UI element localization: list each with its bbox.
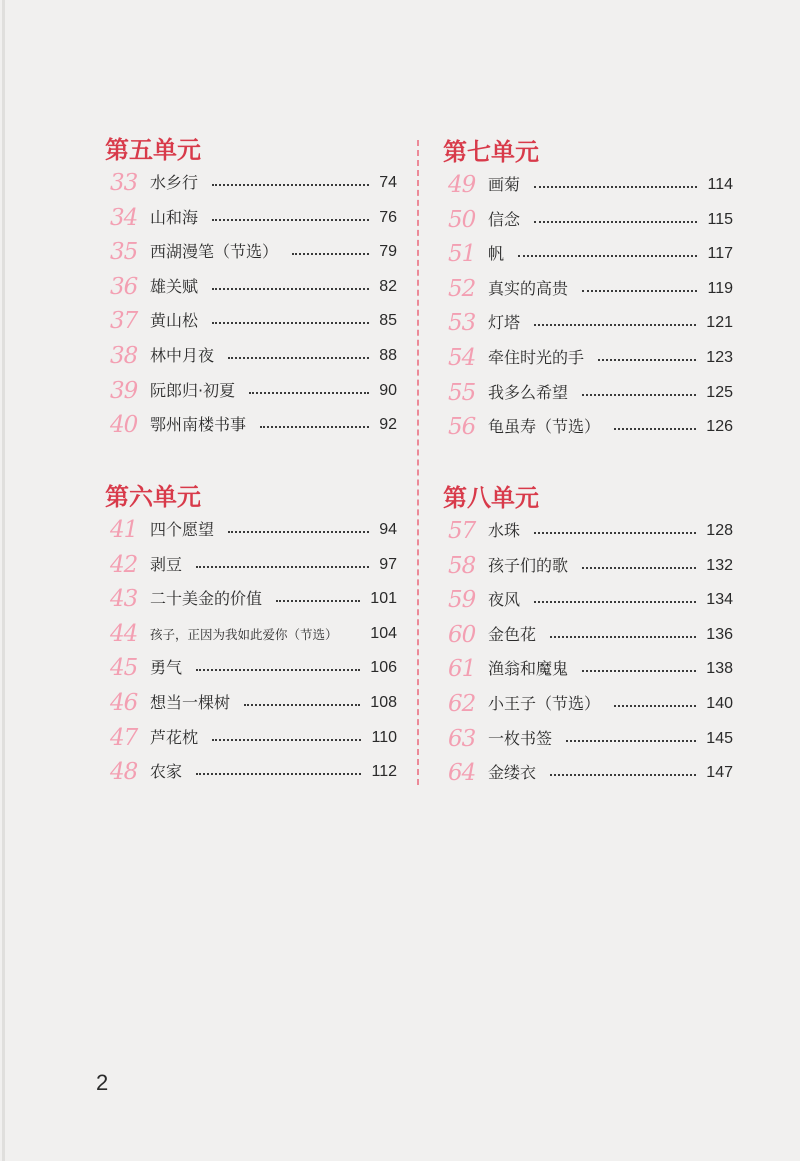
dot-leader [582, 394, 696, 396]
toc-entry[interactable] [110, 584, 397, 614]
lesson-page-number: 74 [379, 174, 397, 191]
lesson-number: 49 [448, 172, 476, 198]
lesson-page-number: 121 [706, 314, 733, 332]
lesson-title: 四个愿望 [150, 520, 215, 539]
lesson-title: 金缕衣 [488, 763, 537, 783]
lesson-number: 57 [448, 518, 476, 544]
lesson-number: 40 [110, 412, 138, 439]
lesson-title: 夜风 [488, 590, 521, 610]
toc-entry[interactable] [448, 239, 733, 269]
lesson-page-number: 145 [706, 729, 733, 747]
lesson-page-number: 138 [706, 660, 733, 678]
lesson-number: 34 [110, 204, 138, 231]
lesson-number: 33 [110, 170, 138, 196]
unit-title: 第六单元 [105, 483, 201, 511]
lesson-page-number: 108 [370, 694, 397, 711]
lesson-title: 信念 [488, 209, 521, 229]
toc-entry[interactable] [448, 205, 733, 235]
lesson-page-number: 128 [706, 522, 733, 539]
lesson-page-number: 97 [379, 555, 397, 573]
lesson-number: 59 [448, 587, 476, 614]
lesson-number: 63 [448, 725, 476, 752]
dot-leader [276, 600, 360, 602]
dot-leader [614, 428, 696, 430]
toc-entry[interactable] [110, 757, 397, 787]
lesson-page-number: 112 [371, 763, 397, 781]
toc-entry[interactable] [448, 516, 733, 546]
toc-entry[interactable] [448, 585, 733, 615]
lesson-number: 35 [110, 239, 138, 266]
lesson-title: 一枚书签 [488, 728, 553, 748]
toc-entry[interactable] [448, 378, 733, 408]
toc-entry[interactable] [110, 619, 397, 649]
toc-entry[interactable] [110, 168, 397, 198]
lesson-page-number: 101 [370, 590, 397, 608]
dot-leader [614, 705, 696, 707]
lesson-title: 牵住时光的手 [488, 348, 585, 367]
lesson-title: 金色花 [488, 624, 537, 644]
unit-6-section [105, 482, 397, 792]
toc-entry[interactable] [448, 654, 733, 684]
toc-entry[interactable] [448, 170, 733, 200]
toc-entry[interactable] [448, 758, 733, 788]
lesson-page-number: 140 [706, 695, 733, 712]
toc-entry[interactable] [110, 688, 397, 718]
lesson-page-number: 114 [707, 176, 733, 193]
lesson-title: 灯塔 [488, 313, 521, 333]
dot-leader [534, 324, 696, 326]
toc-entry[interactable] [448, 620, 733, 650]
dot-leader [212, 288, 369, 290]
dot-leader [212, 739, 361, 741]
lesson-page-number: 132 [706, 556, 733, 574]
toc-entry[interactable] [448, 724, 733, 754]
toc-entry[interactable] [448, 412, 733, 442]
lesson-number: 38 [110, 343, 138, 369]
lesson-page-number: 125 [706, 383, 733, 401]
toc-entry[interactable] [110, 341, 397, 371]
lesson-number: 44 [110, 620, 138, 647]
lesson-page-number: 104 [370, 624, 397, 642]
dot-leader [196, 773, 361, 775]
lesson-title: 林中月夜 [150, 346, 215, 365]
lesson-number: 42 [110, 551, 138, 578]
toc-entry[interactable] [110, 550, 397, 580]
lesson-number: 58 [448, 552, 476, 579]
lesson-title: 帆 [488, 244, 505, 264]
lesson-page-number: 117 [707, 245, 733, 263]
lesson-page-number: 92 [379, 416, 397, 434]
dot-leader [292, 253, 369, 255]
lesson-title: 芦花枕 [150, 727, 199, 747]
lesson-title: 孩子们的歌 [488, 555, 569, 575]
dot-leader [582, 290, 697, 292]
dot-leader [228, 357, 369, 359]
lesson-title: 勇气 [150, 658, 183, 678]
dot-leader [212, 184, 369, 186]
lesson-title: 鄂州南楼书事 [150, 415, 247, 435]
lesson-number: 64 [448, 760, 476, 787]
dot-leader [228, 531, 369, 533]
lesson-number: 43 [110, 586, 138, 613]
toc-entry[interactable] [110, 515, 397, 545]
lesson-number: 45 [110, 655, 138, 682]
lesson-number: 60 [448, 621, 476, 648]
lesson-title: 真实的高贵 [488, 278, 569, 298]
lesson-number: 41 [110, 517, 138, 543]
lesson-number: 54 [448, 345, 476, 371]
dot-leader [534, 601, 696, 603]
unit-title: 第五单元 [105, 136, 201, 164]
lesson-title: 西湖漫笔（节选） [150, 242, 279, 262]
toc-entry[interactable] [110, 653, 397, 683]
dot-leader [260, 426, 369, 428]
lesson-page-number: 119 [707, 279, 733, 297]
lesson-page-number: 106 [370, 659, 397, 677]
lesson-number: 46 [110, 690, 138, 716]
lesson-title: 山和海 [150, 207, 199, 227]
lesson-page-number: 90 [379, 381, 397, 399]
lesson-title: 想当一棵树 [150, 693, 231, 712]
lesson-number: 53 [448, 310, 476, 337]
lesson-title: 剥豆 [150, 554, 183, 574]
dot-leader [582, 567, 696, 569]
lesson-title: 画菊 [488, 175, 521, 194]
lesson-title: 水珠 [488, 521, 521, 540]
lesson-number: 39 [110, 377, 138, 404]
lesson-title: 农家 [150, 762, 183, 782]
unit-title: 第七单元 [443, 138, 539, 166]
lesson-page-number: 76 [379, 208, 397, 226]
dot-leader [249, 392, 369, 394]
unit-8-section [443, 483, 733, 793]
lesson-page-number: 94 [379, 521, 397, 538]
lesson-number: 36 [110, 273, 138, 300]
page-edge [2, 0, 5, 1161]
lesson-title: 小王子（节选） [488, 694, 601, 713]
lesson-title: 雄关赋 [150, 276, 199, 296]
lesson-number: 37 [110, 308, 138, 335]
toc-entry[interactable] [110, 306, 397, 336]
lesson-page-number: 115 [707, 210, 733, 228]
dot-leader [534, 221, 697, 223]
dot-leader [518, 255, 697, 257]
lesson-number: 51 [448, 241, 476, 268]
toc-entry[interactable] [448, 551, 733, 581]
lesson-title: 孩子，正因为我如此爱你（节选） [150, 626, 338, 642]
dot-leader [550, 774, 696, 776]
lesson-page-number: 126 [706, 418, 733, 436]
lesson-page-number: 88 [379, 347, 397, 364]
unit-title: 第八单元 [443, 484, 539, 512]
lesson-page-number: 123 [706, 349, 733, 366]
dot-leader [212, 322, 369, 324]
lesson-title: 阮郎归·初夏 [150, 380, 236, 400]
toc-entry[interactable] [448, 274, 733, 304]
toc-entry[interactable] [110, 237, 397, 267]
lesson-title: 龟虽寿（节选） [488, 417, 601, 437]
lesson-page-number: 82 [379, 277, 397, 295]
lesson-title: 我多么希望 [488, 382, 569, 402]
lesson-number: 50 [448, 206, 476, 233]
lesson-title: 二十美金的价值 [150, 589, 263, 609]
lesson-page-number: 147 [706, 764, 733, 782]
dot-leader [196, 566, 369, 568]
dot-leader [550, 636, 696, 638]
lesson-number: 52 [448, 275, 476, 302]
dot-leader [196, 669, 360, 671]
lesson-title: 渔翁和魔鬼 [488, 659, 569, 679]
lesson-title: 黄山松 [150, 311, 199, 331]
lesson-number: 48 [110, 759, 138, 786]
page-number: 2 [96, 1070, 109, 1095]
lesson-page-number: 136 [706, 625, 733, 643]
lesson-number: 61 [448, 656, 476, 683]
toc-entry[interactable] [448, 689, 733, 719]
dot-leader [244, 704, 360, 706]
toc-entry[interactable] [110, 376, 397, 406]
lesson-number: 62 [448, 691, 476, 717]
dot-leader [534, 532, 696, 534]
dot-leader [212, 219, 369, 221]
lesson-number: 55 [448, 379, 476, 406]
toc-entry[interactable] [110, 410, 397, 440]
toc-entry[interactable] [110, 723, 397, 753]
lesson-page-number: 79 [379, 243, 397, 261]
toc-entry[interactable] [110, 272, 397, 302]
toc-entry[interactable] [448, 343, 733, 373]
lesson-number: 47 [110, 724, 138, 751]
lesson-page-number: 110 [371, 728, 397, 746]
dot-leader [534, 186, 697, 188]
column-divider [417, 140, 419, 785]
toc-entry[interactable] [110, 203, 397, 233]
dot-leader [598, 359, 696, 361]
lesson-title: 水乡行 [150, 173, 199, 192]
unit-5-section [105, 135, 397, 445]
toc-entry[interactable] [448, 308, 733, 338]
unit-7-section [443, 137, 733, 447]
dot-leader [582, 670, 696, 672]
lesson-page-number: 134 [706, 591, 733, 609]
lesson-page-number: 85 [379, 312, 397, 330]
dot-leader [566, 740, 696, 742]
lesson-number: 56 [448, 414, 476, 441]
